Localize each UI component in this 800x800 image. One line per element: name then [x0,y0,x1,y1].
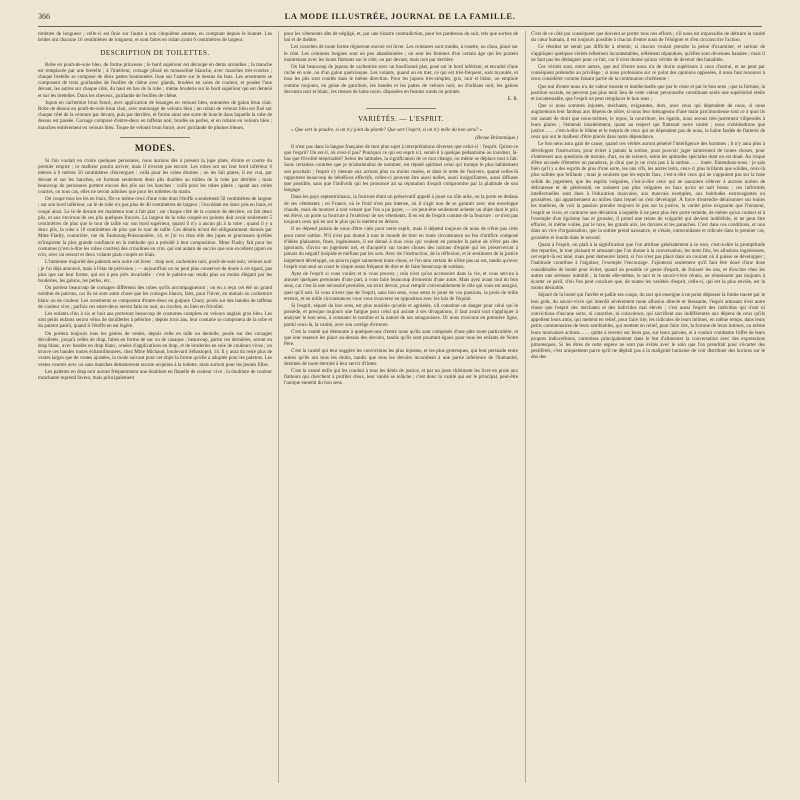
epigraph-source: (Revue Britannique.) [475,134,518,141]
paragraph: Les enfants d'un à six et huit ans porteront beaucoup de costumes complets en velours anglais gros bleu. Les tout petits enfants seront vêtus de douillettes à pèlerine ; depuis trois ans, leur costume se composera de la robe et du paletot pareil, quand il l'étoffe en est légère. [38,310,272,330]
paragraph: Le bon sens aura gain de cause, quand ces vérités auront pénétré l'intelligence des hommes ; il n'y aura plus à développer l'instruction, pour éviter à jamais la sottise, pour pouvoir juger saintement de toutes choses, pour s'intéresser aux questions de morale, d'art, ou de science, selon les aptitudes spéciales dont on est doué. Au risque d'être accusée d'émettre un paradoxe, je dirai que je ne crois pas à la sottise…… innée. Entendons-nous : je sais bien qu'il y a des esprits de plus d'une sorte, les uns vifs, les autres lents, ceux-ci plus brillants que solides, ceux-là plus solides que brillants ; mais je soutiens que les esprits faux, c'est-à-dire ceux qui ne s'appuient pas sur la base solide du jugement, que les esprits vulgaires, c'est-à-dire ceux qui ne sauraient s'élever à aucune notion de délicatesse et de générosité, ne naissent pas plus vulgaires ou faux qu'on ne naît bossu ; ces infirmités intellectuelles sont dues à l'éducation mauvaise, aux mauvais exemples, aux habitudes extravagantes ou grossières, qui appartiennent au milieu dans lequel on s'est développé. À force d'entendre déraisonner sur toutes les matières, de voir la passion prendre toujours le pas sur la justice, la vanité prise exigeante que l'honneur, l'esprit se vicie, et contracte une déviation à laquelle il ne peut plus être porté remède, de même qu'un contact et à l'exemple d'un égoïsme bas et grossier, il prend une teinte de vulgarité qui devient indélébile, et ne peut être effacée, ni même voilée, par le luxe, les grands airs, les dorures et les panaches. C'est dans ces conditions, et non dans un vice d'organisation, que la sottise prend naissance, et s'étale, outrecuidante et ridicule dans le premier cas, grossière et lourde dans le second. [531,141,765,241]
paragraph: Robe en poult-de-soie bleu, de forme princesse ; le bord supérieur est découpé en dents arrondies ; la manche est remplacée par une bretelle ; à l'intérieur, corsage plissé en mousseline blanche, avec manches très-courtes ; chaque bretelle se compose de deux pattes boutonnées l'une sur l'autre sur le dessus du bras. Les ornements se composent de trois guirlandes de feuilles de chêne avec glands, brodées en soies de couleur, et posées l'une devant, les autres sur chaque côté, du haut en bas de la robe ; même broderie sur le bord supérieur qui est dentelé et sur les bretelles. Dans les cheveux, guirlande de feuilles de chêne. [38,61,272,99]
paragraph: Ces vérités sont, entre autres, que nul d'entre nous n'a de droits supérieurs à ceux d'autrui, et ne peut par conséquent prétendre au privilège ; si nous professons sur ce point des opinions opposées, il nous faut renoncer à nous considérer comme faisant partie de la communion chrétienne ; [531,64,765,83]
paragraph: Si l'esprit, séparé du bon sens, est plus nuisible qu'utile et agréable, s'il constitue un danger pour celui qui le possède, et presque toujours une fatigue pour celui qui assiste à ses divagations, il faut avant tout s'appliquer à analyser le bon sens, à constater le nombre et la nature de ses antagonistes. Or nous trouvons en première ligne, parmi ceux-là, la vanité, avec son cortège d'erreurs. [284,302,518,328]
paragraph: timètres de longueur ; celle-ci est finie sur l'autre à son cinquième anneau, en comptant depuis le bonnet. Les brides ont chacune 16 centimètres de longueur, et sont faites en ruban ayant 6 centimètres de largeur. [38,31,272,44]
column-separator [278,31,279,783]
divider [120,137,190,138]
column-2 [284,31,518,783]
paragraph: Les corselets de toute forme régneront encore cet hiver. Les ceintures sont rondes, à rosette, ou chou, placé sur le côté. Les ceintures longues sont un peu abandonnées ; on sent les femmes d'un certain âge qui les portent maintenant avec les bouts flottants sur le côté, ou par devant, mais non par derrière. [284,44,518,63]
paragraph: C'est de ce côté par conséquent que doivent se porter tous nos efforts ; s'il nous est impossible de détruire la vanité du cœur humain, il est toujours possible à chacun d'entre nous de l'éloigner et d'en circonscrire l'action. [531,31,765,44]
paragraph: C'est la vanité qui leur suggère les convictions les plus injustes, et les plus grotesques, qui leur persuade entre autres qu'ils ont tous les droits, tandis que tous les devoirs incombent à une partie inférieure de l'humanité, destinée de toute éternité à leur servir d'ilotes. [284,348,518,367]
paragraph: Dans les pays septentrionaux, la fourrure étant un préservatif appelé à jouer un rôle utile, on la porte en dedans de ses vêtements ; en France, où le froid n'est pas intense, où il s'agit non de se garantir avec une enveloppe chaude, mais de montrer à tout venant que l'on a pu payer, — on peut-être seulement acheter un objet dont le prix est élevé, on porte sa fourrure à l'extérieur de ses vêtements. Il en est de l'esprit comme de la fourrure : ce n'est pas toujours ceux qui en ont le plus qui le mettent en dehors. [284,194,518,226]
paragraph: Que si nous sommes injustes, méchants, exigeantes, durs, avec ceux qui dépendent de nous, si nous augmentons leur fardeau aux dépens de nôtre, si nous leur ménageons d'une main parcimonieuse tout ce à quoi ils ont autant de droit que nous-mêmes, le repos, la nourriture, les égards, nous serons très-justement vilipendés à leurs places ; l'entends insolemment, quant au respect qui flatterait notre vanité ; nous n'obtiendrons que justice…… c'est-à-dire le blâme et le mépris de ceux qui ne dépendent pas de nous, la haine fardée de flatterie de ceux qui ont le malheur d'être placés dans notre dépendance. [531,103,765,141]
paragraph: Il n'est pas dans la langue française de mot plus sujet à interprétations diverses que celui-ci : l'esprit. Qu'est-ce que l'esprit? On est-il, où n'est-il pas? Pourquoi ce qui est esprit ici, serait-il à quelque pédantisme ou lourdeur, là-bas que frivolité méprisable? Selon les latitudes, la signification de ce mot change, ou même se déplace tout à fait. Sous certaines contrées que je m'abstiendrai de nommer, est réputé spirituel celui qui trompe le plus habilement son prochain ; l'esprit s'y mesure aux actions plus ou moins rusées, et dans le reste de l'univers, quand celles-là rapportent beaucoup de bénéfices effectifs, celles-ci peuvent être aussi nulles, aussi insignifiantes, aussi diffuses que possible, sans que l'individu qui les prononce ait sa réputation d'esprit compromise par la platitude de son langage. [284,143,518,194]
paragraph: Que nul d'entre nous n'a de valeur morale et intellectuelle que par le cœur et par le bon sens ; que la fortune, la position sociale, ne peuvent pas plus tenir lieu de cette valeur personnelle constituant seule une supériorité réelle et incontestable, que l'esprit ne peut remplacer le bon sens ; [531,83,765,103]
paragraph: Jupon en cachemire brun foncé, avec application de losanges en velours bleu, entourées de galon brun clair. Robe de dessus en poult-de-soie brun clair, avec entourage de velours bleu ; un ruban de velours bleu est fixé sur chaque côté de la ceinture par devant, puis par derrière, et forme ainsi une sorte de boucle dans laquelle la robe de dessus est passée. Corsage composé d'entre-deux en taffetas noir, brodés en perles, et en rubans en velours bleu ; manches entièrement en velours bleu. Toque de velours brun foncé, avec guirlande de plumes bleues. [38,99,272,131]
paragraph: Ce résultat ne serait pas difficile à obtenir, si chacun voulait prendre la peine d'examiner, et surtout de s'appliquer quelques vérités tellement incontestables, tellement répandues, qu'elles sont devenues banales ; mais il ne faut pas les dédaigner pour ce fait, car il n'est donné qu'aux vérités de devenir des banalités. [531,44,765,63]
paragraph: pour les vêtements dits de négligé, et, par une bizarre contradiction, pour les pardessus du soir, tels que sorties de bal et de théâtre. [284,31,518,44]
section-heading-varietes: VARIÉTÉS. — L'ESPRIT. [358,115,444,124]
section-heading-modes: MODES. [134,143,176,154]
paragraph: Ayez de l'esprit si vous voulez et si vous pouvez ; cela n'est qu'un accessoire dans la vie, et vous servira à amuser quelques personnes d'une part, à vous faire beaucoup d'ennemis d'une autre. Mais ayez avant tout du bon sens, car c'est là une nécessité première, un strict devoir, pour remplir convenablement le rôle qui vous est assigné, quel qu'il soit. Si vous n'avez que de l'esprit, sans bon sens, vous serez le jouet de vos passions, la proie de mille erreurs, et en mille circonstances vous vous trouverez en opposition avec les lois de l'équité. [284,270,518,302]
paragraph: Quant à l'esprit, on plaît à la signification que l'on attribue généralement à ce mot, c'est-à-dire la promptitude des reparties, le tour plaisant et amusant que l'on donne à la conversation, les mots fins, les allusions ingénieuses, cet esprit-là est inné, mais peut demeurer latent, si l'on n'est pas placé dans un courant où il puisse se développer ; l'habitude contribue à l'aiguiser, l'exemple l'encourage. J'ajouterai seulement qu'il faut être doué d'une dose considérable de bonté pour éviter, quand on possède ce genre d'esprit, de froisser les uns, et d'exciter chez les autres une sérieuse inimitié ; la bonté elle-même, le tact et le savoir-vivre réunis, ne réussissent pas toujours à écarter ce péril, d'où l'on peut conclure que, de toutes les variétés d'esprit, celle-ci, qui est la plus enviée, est la moins désirable. [531,241,765,292]
paragraph: Si l'on voulait en croire quelques personnes, nous aurions dès à présent la jupe plate, étroite et courte du premier empire ; ce malheur pourra arriver, mais il n'existe pas encore. Les robes ont sur leur bord inférieur 6 mètres à 6 mètres 50 centimètres d'envergure : voilà pour les robes étroites ; on les fait plates, il est vrai, par devant et sur les hanches, en formant seulement deux plis doubles au milieu de la robe par derrière ; mais beaucoup de personnes portent encore des plis sur les hanches : voilà pour les robes plates ; quant aux robes courtes, on tous cas, elles ne seront admises que pour les toilettes du matin. [38,158,272,196]
divider [366,108,436,109]
header-rule [38,26,762,27]
column-1 [38,31,272,783]
paragraph: C'est la vanité qui démontre à quelques-uns d'entre nous qu'ils sont composés d'une pâte toute particulière, et que leur essence les place au-dessus des devoirs, tandis qu'ils sont pourtant égaux pour tous les enfants de Notre Père. [284,328,518,348]
paragraph: On portera toujours tous les genres de vestes, depuis celle en tulle ou dentelle, posée sur des corsages décolletés, jusqu'à celles de drap, faites en forme de sac ou de casaque ; beaucoup, parmi ces dernières, seront en drap blanc, avec bandes en drap blanc, ornées d'applications en drap, et de broderies en soie de couleurs vives ; on trouve ces bandes toutes échantillonnées, chez Mme Michaud, boulevard Sébastopol, 14. Il y aura du reste plus de vestes larges que de vestes ajustées, la mode suivant pour cet objet la forme qu'elle a adoptée pour les paletots. Les vestes courtes avec ou sans manches demeureront encore acquises à la toilette, mais surtout pour les jeunes filles. [38,330,272,368]
column-separator [525,31,526,783]
paragraph: Il ne dépend jamais de nous d'être cités pour notre esprit, mais il dépend toujours de nous de n'être pas cités pour notre sottise. N'il n'est pas donné à tout le monde de tirer en toute circonstance un feu d'artifice composé d'idées plaisantes, fines, ingénieuses, il est donné à tous ceux qui veulent en prendre la peine de n'être pas des ignorants, d'avoir un jugement net, et d'acquérir sur toutes choses des notions d'équité qui les préserveront à jamais du négatif insipide et méfiant par les sots. Avec de l'instruction, de la réflexion, et le sentiment de la justice largement développé, on pourra juger sainement toute chose, et l'on sera certain de n'être pas un sot, tandis qu'avec l'esprit tout seul on court le risque assez fréquent de dire et de faire beaucoup de sottises. [284,226,518,270]
paragraph: C'est la vanité enfin qui les conduit à tous les dénis de justice, et par un juste châtiment les livre en proie aux flatteurs qui cherchent à profiter d'eux, leur vanité se relâche ; c'est donc la vanité qui est le principal, peut-être l'unique ennemi du bon sens. [284,367,518,387]
paragraph: Séparé de la bonté qui l'arrête et pallie ses coups, du tact qui enseigne à ne point dépasser la limite tracée par le bon goût, du savoir-vivre qui interdit sévèrement toute allusion directe et blessante, l'esprit amusant n'est autre chose que l'esprit des méchants et des individus mal élevés ; c'est aussi l'esprit des individus qui n'ont ni convictions d'aucune sorte, ni caractère, ni conscience, qui sacrifient aux indifférentes aux dépens de ceux qu'ils appellent leurs amis, qui mettent en relief, pour faire rire, les ridicules de leurs intimes, en même temps, dans leurs petits commentaires de leurs semblables, qui mettent en relief, pour faire rire, la fortune de leurs intimes, ou même leurs mauvaises actions…… quitte à revenir sur leurs pas, sur leurs paroles, et à vouloir combattre l'effet de leurs propres indiscrétions, commises principalement dans le but d'alimenter la conversation avec des expressions pittoresques. Si les êtres de cette espèce ne sont pas évités avec le soin que l'on prendrait pour s'écarter des pestiférés, c'est uniquement parce qu'il ne déplaît pas à la malignité humaine de voir distribuer des horions sur le dos des [531,292,765,361]
page-number: 366 [38,12,50,21]
epigraph-quote: « Que sert la poudre, si on n'y joint du plomb? Que sert l'esprit, si on n'y mêle du bon sens? » [291,127,483,134]
author-signature: E. R. [507,96,518,103]
column-3 [531,31,765,783]
paragraph: On portera beaucoup de corsages différents des robes qu'ils accompagneront ; on en a reçu cet été un grand nombre de patrons, car ils ne sont autre chose que les corsages blancs, faits, pour l'hiver, en mohair ou cachemire blanc ou de couleur. Les ornements se composent d'entre-deux en guipure Cluny, posés sur des bandes de taffetas de couleur vive ; parfois ces entre-deux seront faits en noir, au crochet, ou bien en frivolité. [38,285,272,310]
running-title: LA MODE ILLUSTRÉE, JOURNAL DE LA FAMILLE. [284,11,516,21]
paragraph: Les paletots en drap noir auront fréquemment une doublure en flanelle de couleur vive ; la doublure de couleur tranchante reprend faveur, mais principalement [38,368,272,381]
paragraph: L'immense majorité des paletots sera noire cet hiver : drap noir, cachemire noir, poult-de-soie noir, velours noir ; je l'ai déjà annoncé, mais à l'état de prévision ; — aujourd'hui on ne peut plus conserver de doute à cet égard, pas plus que sur leur forme, qui est à peu près invariable : c'est le paletot-sac rendu plus ou moins élégant par les broderies, les galons, les perles, etc. [38,259,272,284]
paragraph: On coupe tous les lés en biais, fût-ce même ceux d'une robe dont l'étoffe a seulement 50 centimètres de largeur ; sur son bord inférieur, un lé de robe n'a pas plus de 40 centimètres de largeur ; l'excédant est donc pris en biais, et coupé ainsi. Le lé de devant est maintenu tout à fait plat ; sur chaque côté de la couture de derrière, on fait deux plis, et aux environs de ces plis quelques fronces. La largeur de la robe coupée en pointes doit avoir seulement 5 centimètres de plus que le tour de taille sur son bord supérieur, quand il n'y a aucun pli à la robe ; quand il y a deux plis, la robe a 10 centimètres de plus que le tour de taille. Ces détails m'ont été obligeamment donnés par Mme Fladry, couturière, rue du Faubourg-Poissonnière, 14, et j'ai vu chez elle des jupes et gracieuses qu'elles m'inspirent la plus grande confiance en la méthode qui a présidé à leur composition. Mme Fladry fait pour les costumes (c'est-à-dire les robes courtes) des crinolines en crin, qui ont autant de succès que son excellent jupon en crin, avec un ressort et deux volants plats coupés en biais. [38,196,272,259]
paragraph: On fait beaucoup de jupons de cachemire avec un bouillonné plat, posé sur le bord inférieur, et encadré d'une ruche en soie, ou d'un galon quelconque. Les volants, quand on en met, ce qui est très-fréquent, sont tuyautés, et tous les plis sont coudés dans le même direction. Pour les jupons très-simples, gris, noir et blanc, on emploie comme toujours, en guise de garniture, les bandes et les pattes de velours noir, ou d'orléans noir, les galons deconsia noir et blanc, les tresses de laine noire, disposées en festons ronds ou pointés. [284,64,518,95]
section-heading-description: DESCRIPTION DE TOILETTES. [100,49,210,58]
